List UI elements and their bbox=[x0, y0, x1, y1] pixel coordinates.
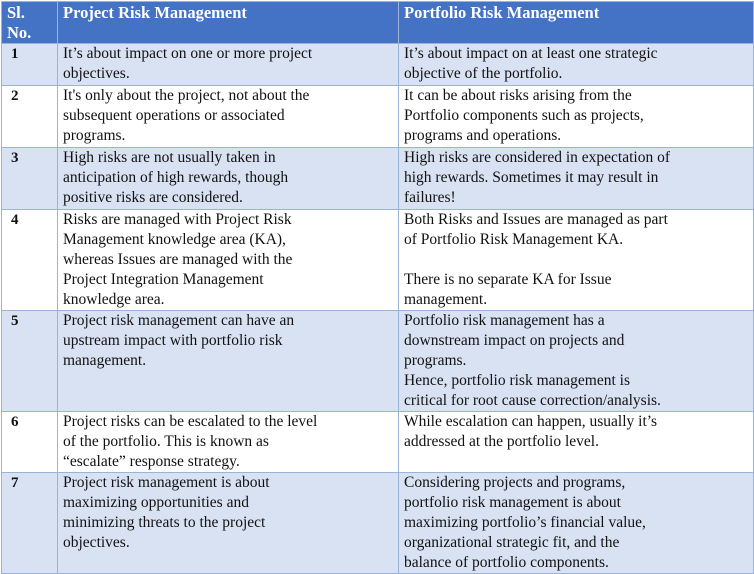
header-serial-number: Sl. No. bbox=[2, 2, 58, 44]
table-row bbox=[2, 473, 754, 574]
row-number: 5 bbox=[2, 311, 58, 412]
row-number: 7 bbox=[2, 473, 58, 574]
row-number: 6 bbox=[2, 412, 58, 473]
project-cell: High risks are not usually taken in anticipation of high rewards, though positive risks are considered. bbox=[58, 148, 399, 210]
table-row bbox=[2, 44, 754, 86]
row-number: 1 bbox=[2, 44, 58, 86]
portfolio-cell: High risks are considered in expectation of high rewards. Sometimes it may result in failures! bbox=[399, 148, 754, 210]
portfolio-cell: Considering projects and programs, portfolio risk management is about maximizing portfolio’s financial value, organizational strategic fit, and the balance of portfolio components. bbox=[399, 473, 754, 574]
table-row bbox=[2, 311, 754, 412]
project-cell: Risks are managed with Project Risk Management knowledge area (KA), whereas Issues are managed with the Project Integration Management knowledge area. bbox=[58, 210, 399, 311]
comparison-table bbox=[1, 1, 754, 574]
table-row bbox=[2, 412, 754, 473]
header-row bbox=[2, 2, 754, 44]
portfolio-cell: Both Risks and Issues are managed as part of Portfolio Risk Management KA. There is no separate KA for Issue management. bbox=[399, 210, 754, 311]
project-cell: Project risks can be escalated to the level of the portfolio. This is known as “escalate” response strategy. bbox=[58, 412, 399, 473]
row-number: 3 bbox=[2, 148, 58, 210]
portfolio-cell: While escalation can happen, usually it’s addressed at the portfolio level. bbox=[399, 412, 754, 473]
portfolio-cell: It’s about impact on at least one strategic objective of the portfolio. bbox=[399, 44, 754, 86]
portfolio-cell: Portfolio risk management has a downstream impact on projects and programs. Hence, portfolio risk management is critical for root cause correction/analysis. bbox=[399, 311, 754, 412]
row-number: 4 bbox=[2, 210, 58, 311]
project-cell: Project risk management can have an upstream impact with portfolio risk management. bbox=[58, 311, 399, 412]
table-row bbox=[2, 148, 754, 210]
row-number: 2 bbox=[2, 86, 58, 148]
header-project-risk-management: Project Risk Management bbox=[58, 2, 399, 44]
table-row bbox=[2, 86, 754, 148]
project-cell: It’s about impact on one or more project objectives. bbox=[58, 44, 399, 86]
table-row bbox=[2, 210, 754, 311]
project-cell: Project risk management is about maximizing opportunities and minimizing threats to the project objectives. bbox=[58, 473, 399, 574]
portfolio-cell: It can be about risks arising from the Portfolio components such as projects, programs and operations. bbox=[399, 86, 754, 148]
project-cell: It's only about the project, not about the subsequent operations or associated programs. bbox=[58, 86, 399, 148]
header-portfolio-risk-management: Portfolio Risk Management bbox=[399, 2, 754, 44]
